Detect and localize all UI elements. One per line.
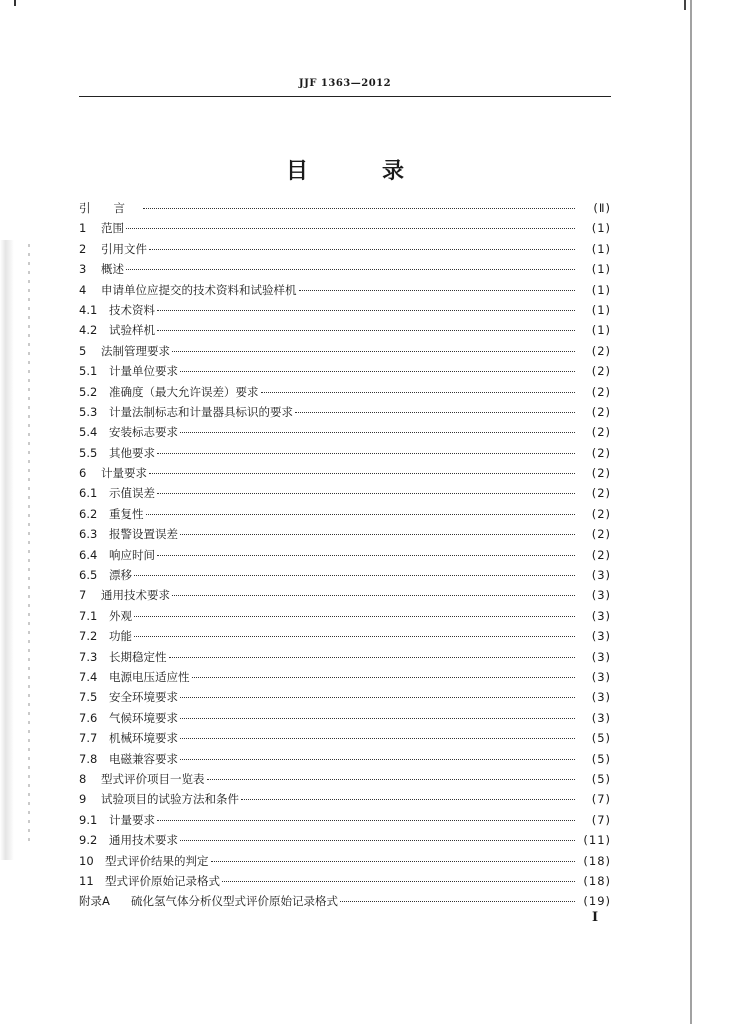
toc-leader-dots xyxy=(126,227,575,229)
toc-entry-number: 6 xyxy=(79,466,87,481)
toc-entry[interactable] xyxy=(79,485,611,505)
toc-entry-page: (3) xyxy=(591,690,611,705)
toc-leader-dots xyxy=(134,635,575,637)
toc-entry-page: (2) xyxy=(591,404,611,419)
toc-entry[interactable] xyxy=(79,547,611,567)
toc-entry-number: 6.4 xyxy=(79,547,98,562)
toc-entry-number: 7 xyxy=(79,588,87,603)
toc-leader-dots xyxy=(149,248,575,250)
toc-entry-number: 3 xyxy=(79,262,87,277)
toc-entry-number: 10 xyxy=(79,853,94,868)
toc-entry-page: (Ⅱ) xyxy=(593,201,611,215)
toc-entry-page: (5) xyxy=(591,731,611,746)
toc-entry[interactable] xyxy=(79,608,611,628)
toc-leader-dots xyxy=(126,268,575,270)
toc-entry-page: (2) xyxy=(591,364,611,379)
toc-leader-dots xyxy=(157,554,575,556)
toc-entry-number: 6.1 xyxy=(79,486,98,501)
toc-leader-dots xyxy=(157,452,575,454)
toc-entry-number: 7.3 xyxy=(79,649,98,664)
toc-entry-label: 功能 xyxy=(109,629,132,644)
toc-entry[interactable] xyxy=(79,220,611,240)
toc-entry[interactable] xyxy=(79,322,611,342)
toc-leader-dots xyxy=(134,574,575,576)
toc-entry-page: (19) xyxy=(583,894,611,909)
toc-entry-number: 引 言 xyxy=(79,201,125,215)
toc-leader-dots xyxy=(146,513,576,515)
toc-entry-page: (1) xyxy=(591,262,611,277)
toc-entry-number: 5.1 xyxy=(79,364,98,379)
toc-entry-label: 漂移 xyxy=(109,568,132,583)
toc-entry-number: 5.3 xyxy=(79,404,98,419)
scan-binding-marks xyxy=(28,244,30,844)
toc-entry-page: (2) xyxy=(591,527,611,542)
toc-leader-dots xyxy=(180,696,575,698)
scan-mark xyxy=(684,0,686,10)
toc-entry-page: (3) xyxy=(591,568,611,583)
scan-mark xyxy=(14,0,16,6)
scan-shadow xyxy=(0,240,14,860)
toc-leader-dots xyxy=(207,778,576,780)
toc-leader-dots xyxy=(180,717,575,719)
toc-leader-dots xyxy=(172,350,575,352)
toc-entry-label: 试验样机 xyxy=(109,323,155,338)
toc-leader-dots xyxy=(149,472,575,474)
toc-entry-page: (1) xyxy=(591,221,611,236)
toc-entry-number: 6.2 xyxy=(79,506,98,521)
toc-entry-number: 11 xyxy=(79,873,94,888)
toc-leader-dots xyxy=(157,309,575,311)
toc-entry[interactable] xyxy=(79,384,611,404)
toc-entry-label: 气候环境要求 xyxy=(109,710,178,725)
toc-entry-label: 型式评价原始记录格式 xyxy=(105,873,220,888)
toc-entry-label: 范围 xyxy=(101,221,124,236)
toc-entry-label: 计量要求 xyxy=(101,466,147,481)
header-rule xyxy=(79,96,611,97)
toc-entry-number: 9.2 xyxy=(79,833,98,848)
toc-leader-dots xyxy=(157,329,575,331)
toc-entry-label: 法制管理要求 xyxy=(101,343,170,358)
toc-entry-number: 1 xyxy=(79,221,87,236)
toc-entry-page: (2) xyxy=(591,343,611,358)
toc-entry[interactable] xyxy=(79,893,611,913)
toc-leader-dots xyxy=(180,370,575,372)
toc-entry-page: (7) xyxy=(591,812,611,827)
toc-entry-page: (7) xyxy=(591,792,611,807)
document-code: JJF 1363—2012 xyxy=(298,78,392,89)
toc-entry-page: (2) xyxy=(591,425,611,440)
page-number: I xyxy=(592,910,599,925)
toc-entry-page: (18) xyxy=(583,853,611,868)
toc-entry-page: (5) xyxy=(591,751,611,766)
toc-entry-number: 7.4 xyxy=(79,669,98,684)
toc-entry-label: 通用技术要求 xyxy=(109,833,178,848)
toc-entry[interactable] xyxy=(79,241,611,261)
toc-leader-dots xyxy=(143,207,575,209)
toc-entry-label: 安全环境要求 xyxy=(109,690,178,705)
toc-entry[interactable] xyxy=(79,587,611,607)
toc-entry-page: (3) xyxy=(591,669,611,684)
toc-leader-dots xyxy=(169,656,576,658)
toc-leader-dots xyxy=(172,594,575,596)
toc-entry-number: 7.1 xyxy=(79,608,98,623)
toc-entry-page: (3) xyxy=(591,588,611,603)
toc-entry-number: 5.4 xyxy=(79,425,98,440)
toc-entry[interactable] xyxy=(79,200,611,220)
toc-entry[interactable] xyxy=(79,649,611,669)
toc-entry-page: (18) xyxy=(583,873,611,888)
toc-entry-number: 5.5 xyxy=(79,445,98,460)
toc-entry[interactable] xyxy=(79,853,611,873)
toc-entry[interactable] xyxy=(79,628,611,648)
toc-entry-number: 5 xyxy=(79,343,87,358)
toc-entry-page: (1) xyxy=(591,323,611,338)
toc-entry[interactable] xyxy=(79,526,611,546)
toc-entry[interactable] xyxy=(79,751,611,771)
toc-leader-dots xyxy=(340,900,575,902)
toc-entry[interactable] xyxy=(79,261,611,281)
toc-entry-page: (3) xyxy=(591,608,611,623)
toc-entry-label: 长期稳定性 xyxy=(109,649,167,664)
toc-leader-dots xyxy=(180,737,575,739)
toc-entry-number: 7.2 xyxy=(79,629,98,644)
toc-leader-dots xyxy=(211,860,576,862)
toc-entry-number: 4.1 xyxy=(79,302,98,317)
toc-entry-number: 5.2 xyxy=(79,384,98,399)
toc-entry-label: 试验项目的试验方法和条件 xyxy=(101,792,239,807)
toc-entry-label: 电源电压适应性 xyxy=(109,669,190,684)
toc-entry[interactable] xyxy=(79,343,611,363)
toc-entry-page: (1) xyxy=(591,241,611,256)
toc-leader-dots xyxy=(157,492,575,494)
toc-entry-label: 其他要求 xyxy=(109,445,155,460)
toc-entry[interactable] xyxy=(79,404,611,424)
toc-entry-number: 9.1 xyxy=(79,812,98,827)
toc-entry[interactable] xyxy=(79,710,611,730)
toc-leader-dots xyxy=(157,819,575,821)
toc-leader-dots xyxy=(241,798,575,800)
toc-entry-label: 准确度（最大允许误差）要求 xyxy=(109,384,259,399)
toc-leader-dots xyxy=(261,391,576,393)
toc-entry-label: 引用文件 xyxy=(101,241,147,256)
table-of-contents xyxy=(79,200,611,914)
toc-entry-number: 7.6 xyxy=(79,710,98,725)
toc-entry[interactable] xyxy=(79,791,611,811)
toc-leader-dots xyxy=(299,289,576,291)
toc-entry[interactable] xyxy=(79,832,611,852)
toc-entry-label: 计量单位要求 xyxy=(109,364,178,379)
toc-entry-label: 通用技术要求 xyxy=(101,588,170,603)
toc-entry[interactable] xyxy=(79,465,611,485)
toc-entry-page: (2) xyxy=(591,466,611,481)
toc-entry-number: 8 xyxy=(79,771,87,786)
toc-entry[interactable] xyxy=(79,730,611,750)
toc-entry-page: (11) xyxy=(583,833,611,848)
toc-entry-page: (5) xyxy=(591,771,611,786)
toc-entry[interactable] xyxy=(79,445,611,465)
page-title: 目 录 xyxy=(285,159,430,184)
toc-entry-number: 7.7 xyxy=(79,731,98,746)
toc-entry-label: 响应时间 xyxy=(109,547,155,562)
toc-entry[interactable] xyxy=(79,282,611,302)
toc-entry-number: 4.2 xyxy=(79,323,98,338)
toc-entry-page: (3) xyxy=(591,629,611,644)
toc-entry[interactable] xyxy=(79,302,611,322)
toc-leader-dots xyxy=(180,533,575,535)
toc-entry[interactable] xyxy=(79,363,611,383)
toc-entry-page: (2) xyxy=(591,506,611,521)
toc-leader-dots xyxy=(180,758,575,760)
toc-entry-page: (2) xyxy=(591,486,611,501)
toc-entry-label: 硫化氢气体分析仪型式评价原始记录格式 xyxy=(131,894,338,909)
toc-entry-label: 型式评价项目一览表 xyxy=(101,771,205,786)
toc-entry[interactable] xyxy=(79,771,611,791)
toc-entry-number: 附录A xyxy=(79,894,110,909)
toc-entry-number: 7.5 xyxy=(79,690,98,705)
toc-entry-number: 7.8 xyxy=(79,751,98,766)
toc-entry-label: 报警设置误差 xyxy=(109,527,178,542)
toc-entry-number: 6.5 xyxy=(79,568,98,583)
toc-entry-page: (3) xyxy=(591,710,611,725)
toc-entry-label: 计量要求 xyxy=(109,812,155,827)
toc-entry-label: 机械环境要求 xyxy=(109,731,178,746)
toc-entry-number: 9 xyxy=(79,792,87,807)
toc-entry[interactable] xyxy=(79,424,611,444)
toc-entry-number: 4 xyxy=(79,282,87,297)
toc-entry[interactable] xyxy=(79,506,611,526)
toc-entry-label: 安装标志要求 xyxy=(109,425,178,440)
toc-entry-page: (1) xyxy=(591,302,611,317)
toc-entry[interactable] xyxy=(79,567,611,587)
scan-page-edge xyxy=(690,0,692,1024)
toc-entry-label: 技术资料 xyxy=(109,302,155,317)
toc-entry-page: (3) xyxy=(591,649,611,664)
toc-leader-dots xyxy=(222,880,575,882)
toc-entry[interactable] xyxy=(79,689,611,709)
toc-entry-page: (2) xyxy=(591,445,611,460)
toc-leader-dots xyxy=(295,411,575,413)
toc-entry-label: 外观 xyxy=(109,608,132,623)
toc-entry-page: (1) xyxy=(591,282,611,297)
toc-leader-dots xyxy=(134,615,575,617)
toc-entry-label: 重复性 xyxy=(109,506,144,521)
toc-entry-label: 申请单位应提交的技术资料和试验样机 xyxy=(101,282,297,297)
toc-entry-number: 6.3 xyxy=(79,527,98,542)
toc-entry-label: 计量法制标志和计量器具标识的要求 xyxy=(109,404,293,419)
toc-entry-label: 型式评价结果的判定 xyxy=(105,853,209,868)
toc-entry[interactable] xyxy=(79,669,611,689)
toc-entry[interactable] xyxy=(79,812,611,832)
toc-entry[interactable] xyxy=(79,873,611,893)
toc-entry-label: 概述 xyxy=(101,262,124,277)
toc-entry-label: 电磁兼容要求 xyxy=(109,751,178,766)
toc-entry-label: 示值误差 xyxy=(109,486,155,501)
toc-entry-number: 2 xyxy=(79,241,87,256)
toc-entry-page: (2) xyxy=(591,547,611,562)
toc-leader-dots xyxy=(180,839,575,841)
toc-leader-dots xyxy=(180,431,575,433)
toc-leader-dots xyxy=(192,676,576,678)
toc-entry-page: (2) xyxy=(591,384,611,399)
